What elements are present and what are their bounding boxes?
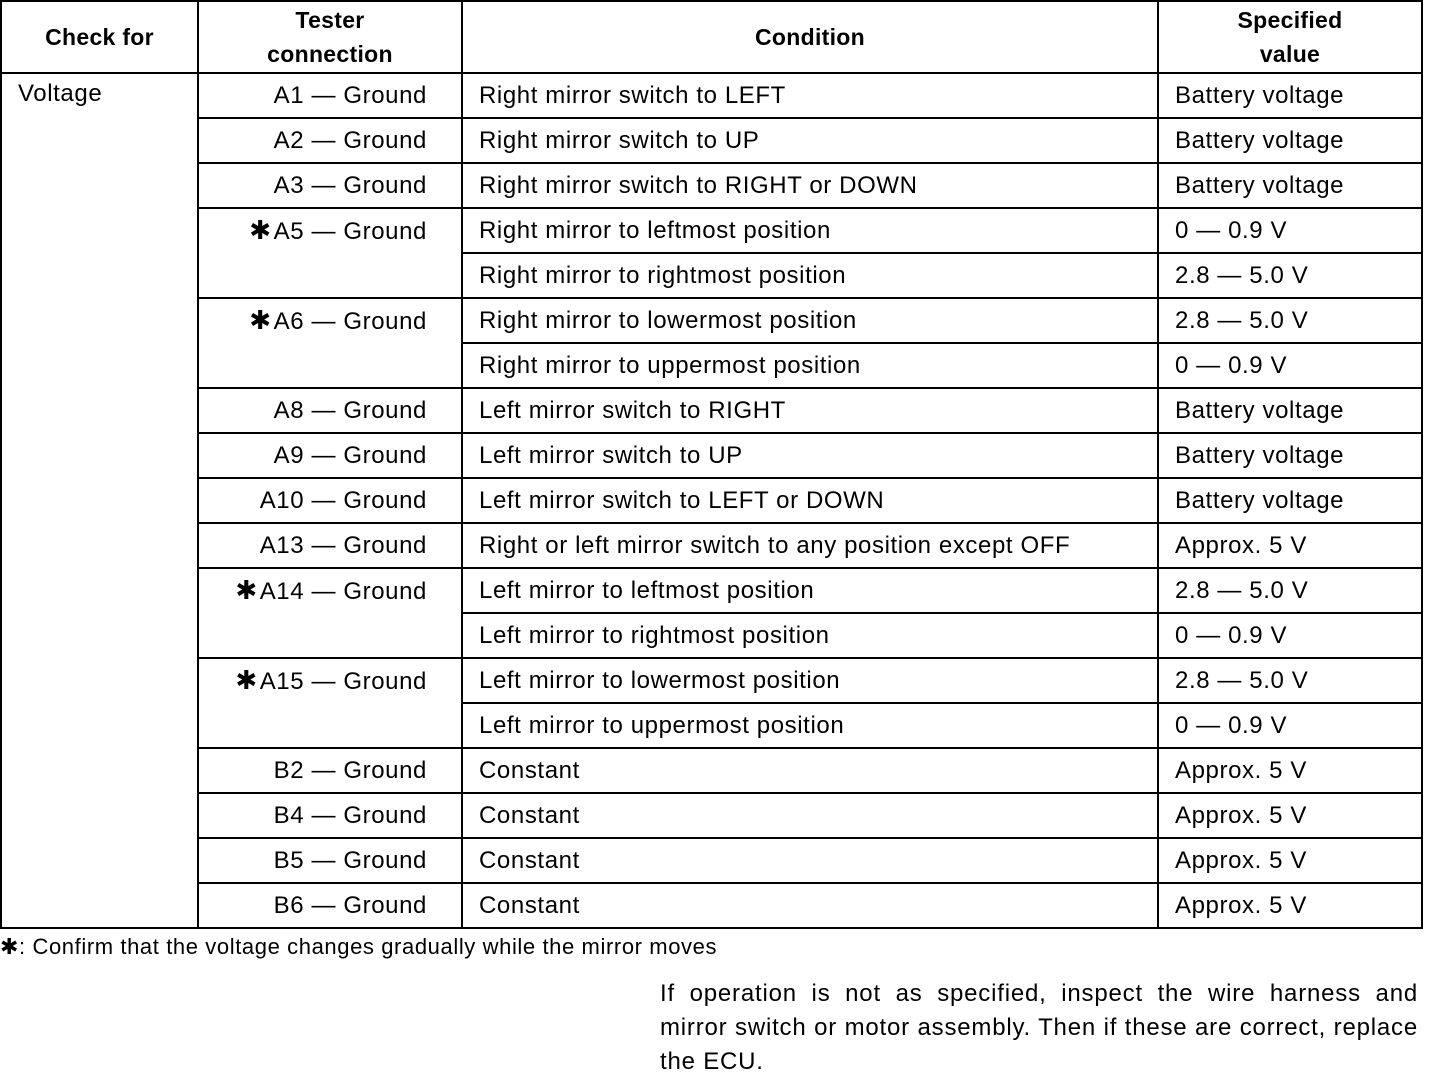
table-header-row xyxy=(1,1,1422,73)
tester-connection-cell xyxy=(198,298,462,388)
tester-connection-label: A14 — Ground xyxy=(259,578,427,605)
tester-connection-label: A6 — Ground xyxy=(273,308,427,335)
specified-value-cell: Battery voltage xyxy=(1158,118,1422,163)
condition-cell: Left mirror to rightmost position xyxy=(462,613,1158,658)
asterisk-icon: ✱ xyxy=(235,665,258,695)
specified-value-cell: 2.8 — 5.0 V xyxy=(1158,658,1422,703)
table-row xyxy=(1,883,1422,928)
specified-value-cell: 2.8 — 5.0 V xyxy=(1158,568,1422,613)
tester-connection-cell xyxy=(198,163,462,208)
condition-cell: Right or left mirror switch to any position except OFF xyxy=(462,523,1158,568)
tester-connection-cell xyxy=(198,73,462,118)
tester-connection-label: A2 — Ground xyxy=(273,126,427,154)
table-row xyxy=(1,478,1422,523)
condition-cell: Left mirror to leftmost position xyxy=(462,568,1158,613)
header-condition: Condition xyxy=(462,1,1158,73)
table-row xyxy=(1,208,1422,253)
table-row xyxy=(1,163,1422,208)
condition-cell: Left mirror switch to LEFT or DOWN xyxy=(462,478,1158,523)
specified-value-cell: Approx. 5 V xyxy=(1158,883,1422,928)
header-specified-value: Specified value xyxy=(1158,1,1422,73)
condition-cell: Constant xyxy=(462,748,1158,793)
tester-connection-label: A13 — Ground xyxy=(259,531,427,559)
tester-connection-label: B6 — Ground xyxy=(273,891,427,919)
tester-connection-cell xyxy=(198,838,462,883)
specified-value-cell: 2.8 — 5.0 V xyxy=(1158,298,1422,343)
condition-cell: Left mirror to lowermost position xyxy=(462,658,1158,703)
condition-cell: Right mirror to lowermost position xyxy=(462,298,1158,343)
specified-value-cell: 0 — 0.9 V xyxy=(1158,703,1422,748)
specified-value-cell: Battery voltage xyxy=(1158,163,1422,208)
condition-cell: Right mirror to leftmost position xyxy=(462,208,1158,253)
asterisk-icon: ✱ xyxy=(249,215,272,245)
specified-value-cell: Battery voltage xyxy=(1158,478,1422,523)
asterisk-icon: ✱ xyxy=(235,575,258,605)
advice-paragraph: If operation is not as specified, inspect the wire harness and mirror switch or motor assembly. Then if these are correct, replace the ECU. xyxy=(660,980,1418,1075)
condition-cell: Left mirror switch to RIGHT xyxy=(462,388,1158,433)
table-row xyxy=(1,73,1422,118)
specified-value-cell: Approx. 5 V xyxy=(1158,838,1422,883)
table-row xyxy=(1,748,1422,793)
tester-connection-label: A9 — Ground xyxy=(273,441,427,469)
specified-value-cell: 0 — 0.9 V xyxy=(1158,208,1422,253)
tester-connection-cell xyxy=(198,658,462,748)
tester-connection-label: B5 — Ground xyxy=(273,846,427,874)
table-row xyxy=(1,118,1422,163)
tester-connection-cell xyxy=(198,118,462,163)
header-tester-connection: Tester connection xyxy=(198,1,462,73)
condition-cell: Left mirror switch to UP xyxy=(462,433,1158,478)
specified-value-cell: 0 — 0.9 V xyxy=(1158,613,1422,658)
tester-connection-cell xyxy=(198,433,462,478)
tester-connection-label: A1 — Ground xyxy=(273,81,427,109)
table-row xyxy=(1,523,1422,568)
specified-value-cell: Battery voltage xyxy=(1158,388,1422,433)
tester-connection-cell xyxy=(198,388,462,433)
specified-value-cell: Approx. 5 V xyxy=(1158,793,1422,838)
specified-value-cell: Battery voltage xyxy=(1158,73,1422,118)
tester-connection-cell xyxy=(198,793,462,838)
check-for-cell: Voltage xyxy=(1,73,198,928)
tester-connection-cell xyxy=(198,208,462,298)
condition-cell: Left mirror to uppermost position xyxy=(462,703,1158,748)
tester-connection-cell xyxy=(198,748,462,793)
tester-connection-cell xyxy=(198,523,462,568)
tester-connection-label: B2 — Ground xyxy=(273,756,427,784)
condition-cell: Constant xyxy=(462,793,1158,838)
condition-cell: Constant xyxy=(462,883,1158,928)
table-row xyxy=(1,658,1422,703)
specified-value-cell: 0 — 0.9 V xyxy=(1158,343,1422,388)
tester-connection-cell xyxy=(198,478,462,523)
tester-connection-label: A8 — Ground xyxy=(273,396,427,424)
tester-connection-cell xyxy=(198,568,462,658)
specified-value-cell: 2.8 — 5.0 V xyxy=(1158,253,1422,298)
table-row xyxy=(1,433,1422,478)
specified-value-cell: Approx. 5 V xyxy=(1158,523,1422,568)
condition-cell: Right mirror to uppermost position xyxy=(462,343,1158,388)
specified-value-cell: Battery voltage xyxy=(1158,433,1422,478)
tester-connection-label: A10 — Ground xyxy=(259,486,427,514)
tester-connection-label: B4 — Ground xyxy=(273,801,427,829)
table-row xyxy=(1,568,1422,613)
tester-connection-cell xyxy=(198,883,462,928)
condition-cell: Right mirror to rightmost position xyxy=(462,253,1158,298)
tester-connection-label: A3 — Ground xyxy=(273,171,427,199)
tester-connection-label: A15 — Ground xyxy=(259,668,427,695)
condition-cell: Constant xyxy=(462,838,1158,883)
condition-cell: Right mirror switch to RIGHT or DOWN xyxy=(462,163,1158,208)
table-body xyxy=(1,73,1422,928)
condition-cell: Right mirror switch to UP xyxy=(462,118,1158,163)
table-row xyxy=(1,298,1422,343)
header-check-for: Check for xyxy=(1,1,198,73)
specified-value-cell: Approx. 5 V xyxy=(1158,748,1422,793)
asterisk-icon: ✱ xyxy=(249,305,272,335)
table-row xyxy=(1,388,1422,433)
footnote: ✱: Confirm that the voltage changes gradually while the mirror moves xyxy=(0,934,718,959)
table-row xyxy=(1,838,1422,883)
table-row xyxy=(1,793,1422,838)
condition-cell: Right mirror switch to LEFT xyxy=(462,73,1158,118)
tester-connection-label: A5 — Ground xyxy=(273,218,427,245)
